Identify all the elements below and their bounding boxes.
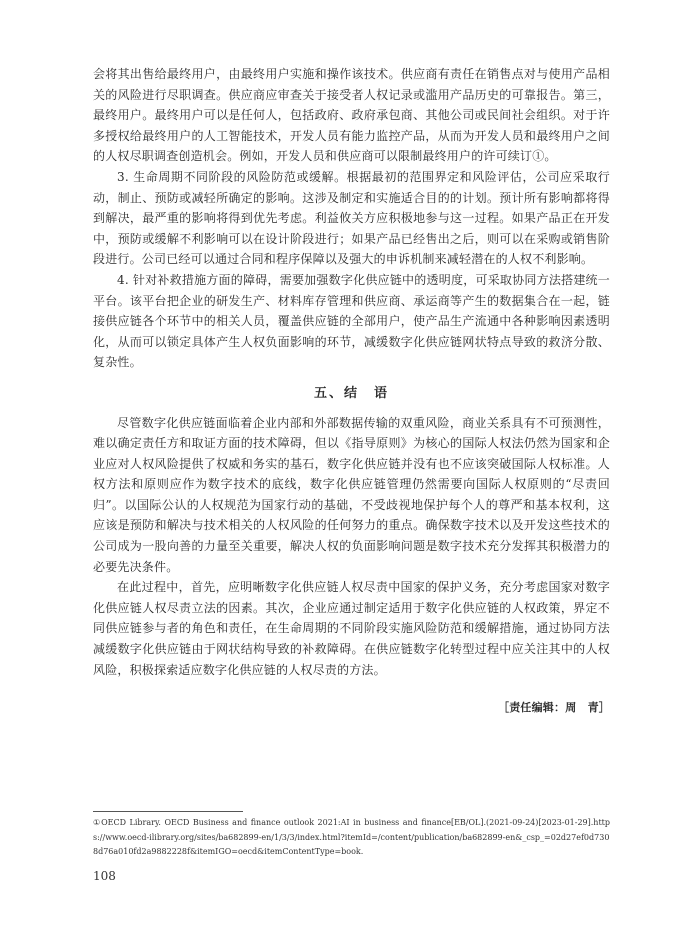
paragraph-remedy-barriers: 4. 针对补救措施方面的障碍，需要加强数字化供应链中的透明度，可采取协同方法搭建统一平台。该平台把企业的研发生产、材料库存管理和供应商、承运商等产生的数据集合在一起，链接供应链各个环节中的相关人员，覆盖供应链的全部用户，使产品生产流通中各种影响因素透明化，从而可以锁定具体产生人权负面影响的环节，减缓数字化供应链网状特点导致的救济分散、复杂性。 xyxy=(93,272,610,370)
paragraph-end-users: 会将其出售给最终用户，由最终用户实施和操作该技术。供应商有责任在销售点对与使用产品相关的风险进行尽职调查。供应商应审查关于接受者人权记录或滥用产品历史的可靠报告。第三，最终用户。最终用户可以是任何人，包括政府、政府承包商、其他公司或民间社会组织。对于许多授权给最终用户的人工智能技术，开发人员有能力监控产品，从而为开发人员和最终用户之间的人权尽职调查创造机会。例如，开发人员和供应商可以限制最终用户的许可续订①。 xyxy=(93,67,610,164)
article-body xyxy=(93,64,610,719)
paragraph-conclusion-2: 在此过程中，首先，应明晰数字化供应链人权尽责中国家的保护义务，充分考虑国家对数字化供应链人权尽责立法的因素。其次，企业应通过制定适用于数字化供应链的人权政策，界定不同供应链参与者的角色和责任，在生命周期的不同阶段实施风险防范和缓解措施，通过协同方法减缓数字化供应链由于网状结构导致的补救障碍。在供应链数字化转型过程中应关注其中的人权风险，积极探索适应数字化供应链的人权尽责的方法。 xyxy=(93,580,610,677)
editor-credit: ［责任编辑：周 青］ xyxy=(498,701,610,715)
footnote: ①OECD Library. OECD Business and finance outlook 2021:AI in business and finance[EB/OL].(2021-09-24)[2023-01-29].https://www.oecd-ilibrary.org/sites/ba682899-en/1/3/3/index.html?itemId=/content/publication/ba682899-en&_csp_=02d27ef0d7308d76a010fd2a9882228f&itemIGO=oecd&itemContentType=book. xyxy=(93,818,610,856)
paragraph-conclusion-1: 尽管数字化供应链面临着企业内部和外部数据传输的双重风险，商业关系具有不可预测性，难以确定责任方和取证方面的技术障碍，但以《指导原则》为核心的国际人权法仍然为国家和企业应对人权风险提供了权威和务实的基石，数字化供应链并没有也不应该突破国际人权标准。人权方法和原则应作为数字技术的底线，数字化供应链管理仍然需要向国际人权原则的“尽责回归”。以国际公认的人权规范为国家行动的基础，不受歧视地保护每个人的尊严和基本权利，这应该是预防和解决与技术相关的人权风险的任何努力的重点。确保数字技术以及开发这些技术的公司成为一股向善的力量至关重要，解决人权的负面影响问题是数字技术充分发挥其积极潜力的必要先决条件。 xyxy=(93,415,610,574)
section-heading: 五、结 语 xyxy=(313,385,389,401)
page-number: 108 xyxy=(93,869,116,883)
footnote-divider xyxy=(93,811,243,812)
paragraph-lifecycle-risk: 3. 生命周期不同阶段的风险防范或缓解。根据最初的范围界定和风险评估，公司应采取行动，制止、预防或减轻所确定的影响。这涉及制定和实施适合目的的计划。预计所有影响都将得到解决，最严重的影响将得到优先考虑。利益攸关方应积极地参与这一过程。如果产品正在开发中，预防或缓解不利影响可以在设计阶段进行；如果产品已经售出之后，则可以在采购或销售阶段进行。公司已经可以通过合同和程序保障以及强大的申诉机制来减轻潜在的人权不利影响。 xyxy=(93,169,610,267)
